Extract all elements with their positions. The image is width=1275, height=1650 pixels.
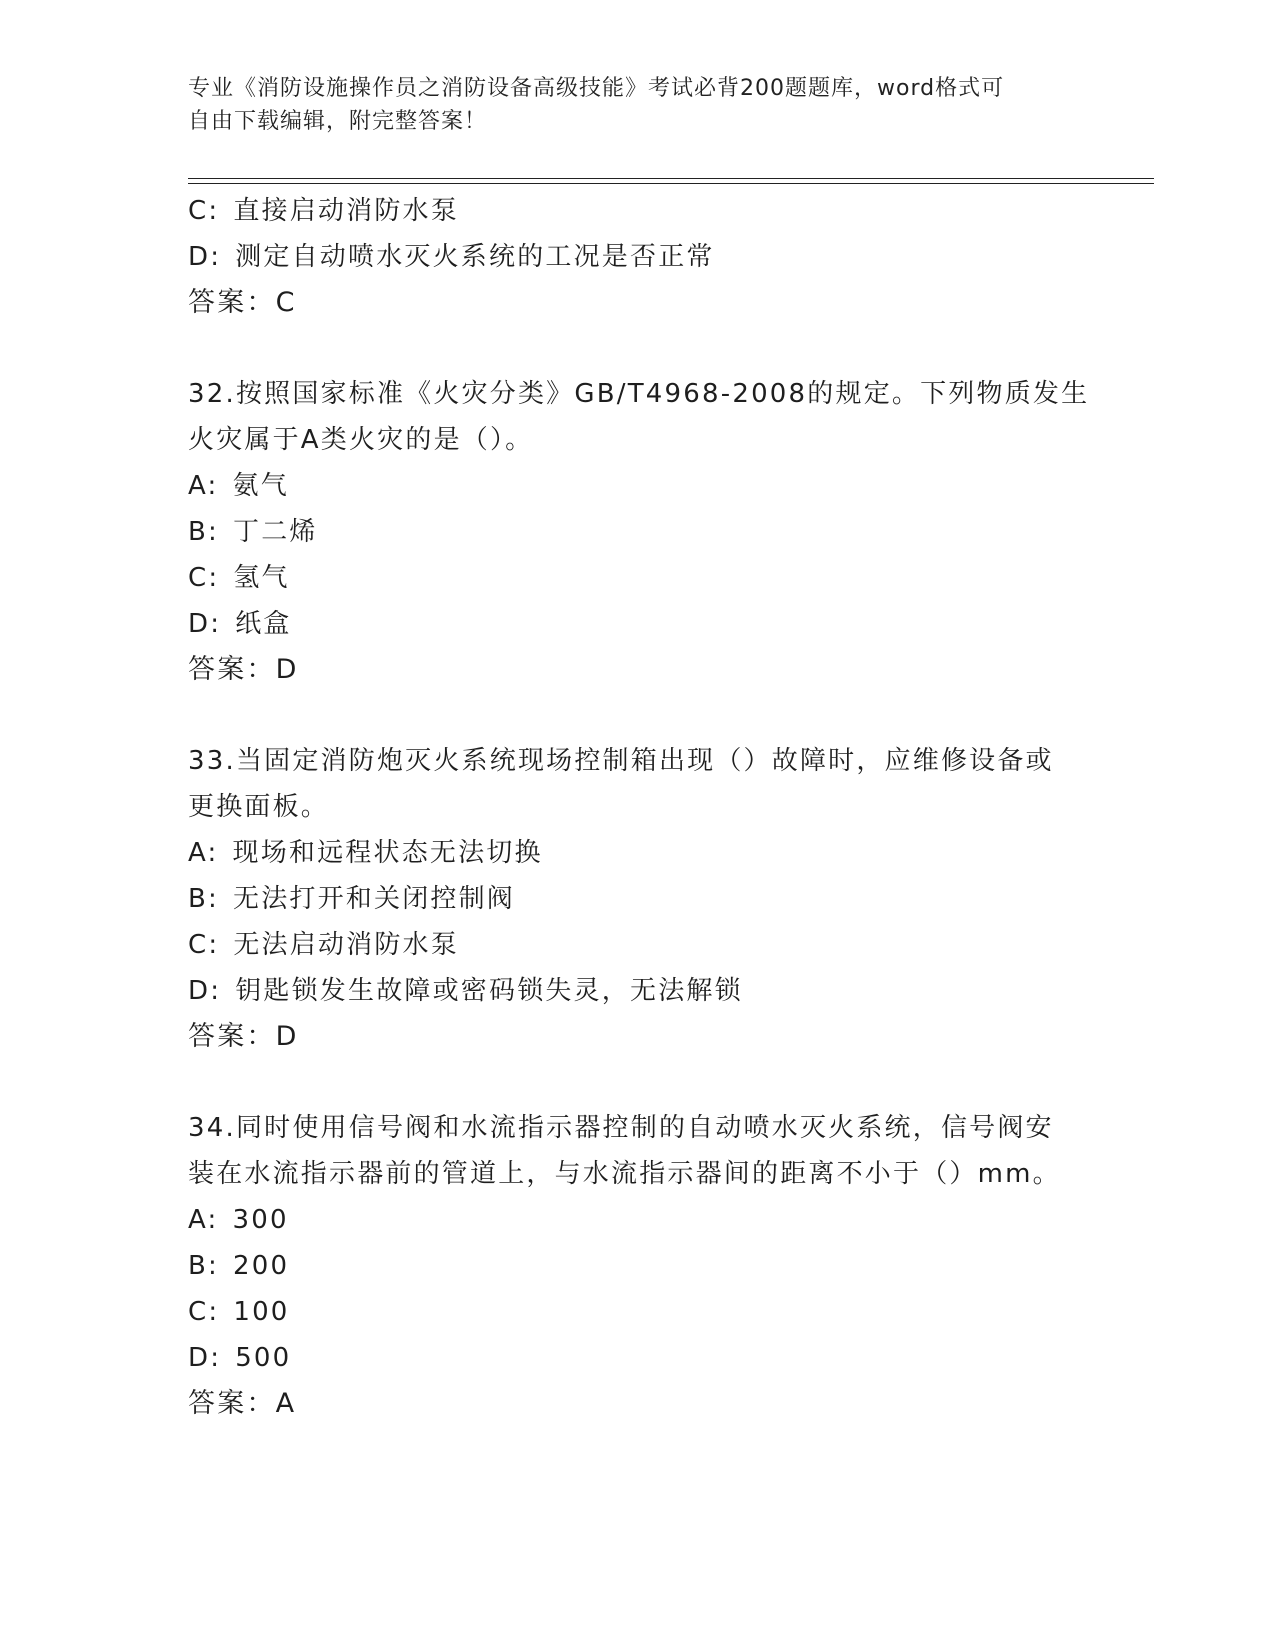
option-text: 测定自动喷水灭火系统的工况是否正常 xyxy=(235,242,715,272)
option-key: D: xyxy=(188,1343,222,1373)
option-c xyxy=(188,555,1088,601)
option-text: 纸盒 xyxy=(235,609,292,639)
option-key: C: xyxy=(188,930,220,960)
spacer xyxy=(188,326,1088,371)
question-33 xyxy=(188,738,1088,1060)
question-31-tail xyxy=(188,188,1088,326)
option-key: B: xyxy=(188,517,219,547)
option-key: B: xyxy=(188,884,219,914)
option-c xyxy=(188,1289,1088,1335)
option-text: 现场和远程状态无法切换 xyxy=(232,838,543,868)
option-a xyxy=(188,830,1088,876)
question-34 xyxy=(188,1105,1088,1427)
question-stem-line-1: 32.按照国家标准《火灾分类》GB/T4968-2008的规定。下列物质发生 xyxy=(188,379,1090,409)
option-c xyxy=(188,188,1088,234)
option-d xyxy=(188,1335,1088,1381)
option-b xyxy=(188,1243,1088,1289)
option-text: 丁二烯 xyxy=(233,517,318,547)
option-key: C: xyxy=(188,563,220,593)
option-text: 300 xyxy=(232,1205,289,1235)
option-key: A: xyxy=(188,838,219,868)
option-c xyxy=(188,922,1088,968)
option-b xyxy=(188,876,1088,922)
option-a xyxy=(188,1197,1088,1243)
header-divider-top xyxy=(188,178,1154,179)
option-text: 100 xyxy=(233,1297,290,1327)
question-stem-line-1: 33.当固定消防炮灭火系统现场控制箱出现（）故障时，应维修设备或 xyxy=(188,746,1054,776)
option-b xyxy=(188,509,1088,555)
header-line-1: 专业《消防设施操作员之消防设备高级技能》考试必背200题题库，word格式可 xyxy=(188,76,1005,101)
option-text: 氢气 xyxy=(233,563,290,593)
option-text: 无法启动消防水泵 xyxy=(233,930,459,960)
spacer xyxy=(188,693,1088,738)
answer-line: 答案：D xyxy=(188,654,299,685)
header-line-2: 自由下载编辑，附完整答案！ xyxy=(188,109,488,134)
option-text: 无法打开和关闭控制阀 xyxy=(233,884,516,914)
option-key: B: xyxy=(188,1251,219,1281)
header-divider-bottom xyxy=(188,183,1154,184)
option-key: A: xyxy=(188,1205,219,1235)
spacer xyxy=(188,1060,1088,1105)
option-key: C: xyxy=(188,196,220,226)
option-a xyxy=(188,463,1088,509)
option-text: 氨气 xyxy=(232,471,289,501)
document-header xyxy=(188,72,1068,138)
question-stem-line-2: 更换面板。 xyxy=(188,792,330,822)
question-list xyxy=(188,188,1088,1427)
option-text: 钥匙锁发生故障或密码锁失灵，无法解锁 xyxy=(235,976,743,1006)
question-stem-line-2: 火灾属于A类火灾的是（）。 xyxy=(188,425,534,455)
answer-line: 答案：C xyxy=(188,287,297,318)
option-text: 200 xyxy=(233,1251,290,1281)
option-key: D: xyxy=(188,976,222,1006)
option-key: A: xyxy=(188,471,219,501)
question-stem-line-2: 装在水流指示器前的管道上，与水流指示器间的距离不小于（）mm。 xyxy=(188,1159,1061,1189)
option-key: C: xyxy=(188,1297,220,1327)
option-d xyxy=(188,968,1088,1014)
option-text: 500 xyxy=(235,1343,292,1373)
question-32 xyxy=(188,371,1088,693)
option-key: D: xyxy=(188,242,222,272)
answer-line: 答案：D xyxy=(188,1021,299,1052)
option-d xyxy=(188,234,1088,280)
option-key: D: xyxy=(188,609,222,639)
option-text: 直接启动消防水泵 xyxy=(233,196,459,226)
question-stem-line-1: 34.同时使用信号阀和水流指示器控制的自动喷水灭火系统，信号阀安 xyxy=(188,1113,1054,1143)
answer-line: 答案：A xyxy=(188,1388,297,1419)
option-d xyxy=(188,601,1088,647)
